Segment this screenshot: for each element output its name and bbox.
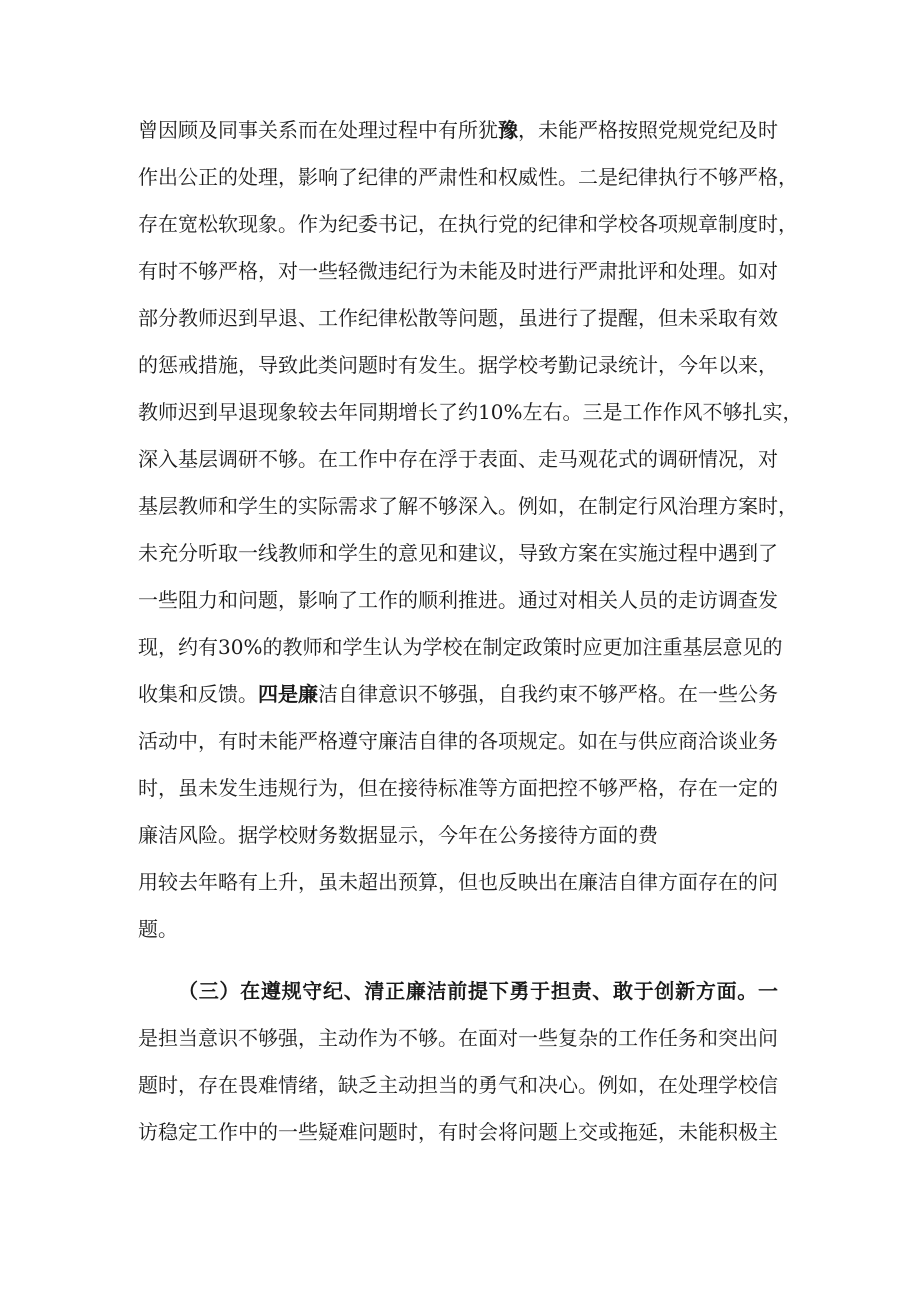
text-line xyxy=(138,1072,778,1098)
section-heading-line xyxy=(178,978,778,1004)
text-line xyxy=(138,399,803,425)
text-run: 未充分听取一线教师和学生的意见和建议，导致方案在实施过程中遇到了 xyxy=(138,541,778,565)
text-run: 有时不够严格，对一些轻微违纪行为未能及时进行严肃批评和处理。如对 xyxy=(138,259,778,283)
text-run: 题。 xyxy=(138,917,178,941)
text-line xyxy=(138,305,778,331)
text-run: 时，虽未发生违规行为，但在接待标准等方面把控不够严格，存在一定的 xyxy=(138,776,778,800)
text-run-bold: 豫 xyxy=(498,118,518,142)
text-run: 收集和反馈。 xyxy=(138,682,258,706)
text-run: 是担当意识不够强，主动作为不够。在面对一些复杂的工作任务和突出问 xyxy=(138,1026,778,1050)
text-run: 现，约有30%的教师和学生认为学校在制定政策时应更加注重基层意见的 xyxy=(138,635,783,659)
text-run: 用较去年略有上升，虽未超出预算，但也反映出在廉洁自律方面存在的问 xyxy=(138,870,778,894)
text-run: 廉洁风险。据学校财务数据显示，今年在公务接待方面的费 xyxy=(138,823,658,847)
text-line xyxy=(138,775,778,801)
text-line xyxy=(138,493,798,519)
text-run: 洁自律意识不够强，自我约束不够严格。在一些公务 xyxy=(318,682,778,706)
text-run: 题时，存在畏难情绪，缺乏主动担当的勇气和决心。例如，在处理学校信 xyxy=(138,1073,778,1097)
text-run: 活动中，有时未能严格遵守廉洁自律的各项规定。如在与供应商洽谈业务 xyxy=(138,729,778,753)
text-line xyxy=(138,822,778,848)
text-line xyxy=(138,1025,778,1051)
text-run: 基层教师和学生的实际需求了解不够深入。例如，在制定行风治理方案时， xyxy=(138,494,798,518)
text-line xyxy=(138,916,778,942)
text-run: 的惩戒措施，导致此类问题时有发生。据学校考勤记录统计，今年以来， xyxy=(138,353,778,377)
text-run: 一些阻力和问题，影响了工作的顺利推进。通过对相关人员的走访调查发 xyxy=(138,588,778,612)
text-run: 曾因顾及同事关系而在处理过程中有所犹 xyxy=(138,118,498,142)
text-line xyxy=(138,869,778,895)
text-run: 作出公正的处理，影响了纪律的严肃性和权威性。二是纪律执行不够严格， xyxy=(138,165,798,189)
text-line xyxy=(138,587,778,613)
text-line xyxy=(138,352,778,378)
text-run: ，未能严格按照党规党纪及时 xyxy=(518,118,778,142)
text-run-bold: 四是廉 xyxy=(258,682,318,706)
text-line xyxy=(138,211,798,237)
text-run: 存在宽松软现象。作为纪委书记，在执行党的纪律和学校各项规章制度时， xyxy=(138,212,798,236)
text-line xyxy=(138,540,778,566)
text-line xyxy=(138,117,778,143)
text-line xyxy=(138,728,778,754)
text-line xyxy=(138,1119,778,1145)
text-line xyxy=(138,446,778,472)
text-line xyxy=(138,634,783,660)
section-heading: （三）在遵规守纪、清正廉洁前提下勇于担责、敢于创新方面。一 xyxy=(178,979,778,1003)
text-run: 访稳定工作中的一些疑难问题时，有时会将问题上交或拖延，未能积极主 xyxy=(138,1120,778,1144)
text-line xyxy=(138,258,778,284)
text-run: 教师迟到早退现象较去年同期增长了约10%左右。三是工作作风不够扎实， xyxy=(138,400,803,424)
text-line xyxy=(138,681,778,707)
text-run: 深入基层调研不够。在工作中存在浮于表面、走马观花式的调研情况，对 xyxy=(138,447,778,471)
text-run: 部分教师迟到早退、工作纪律松散等问题，虽进行了提醒，但未采取有效 xyxy=(138,306,778,330)
text-line xyxy=(138,164,798,190)
